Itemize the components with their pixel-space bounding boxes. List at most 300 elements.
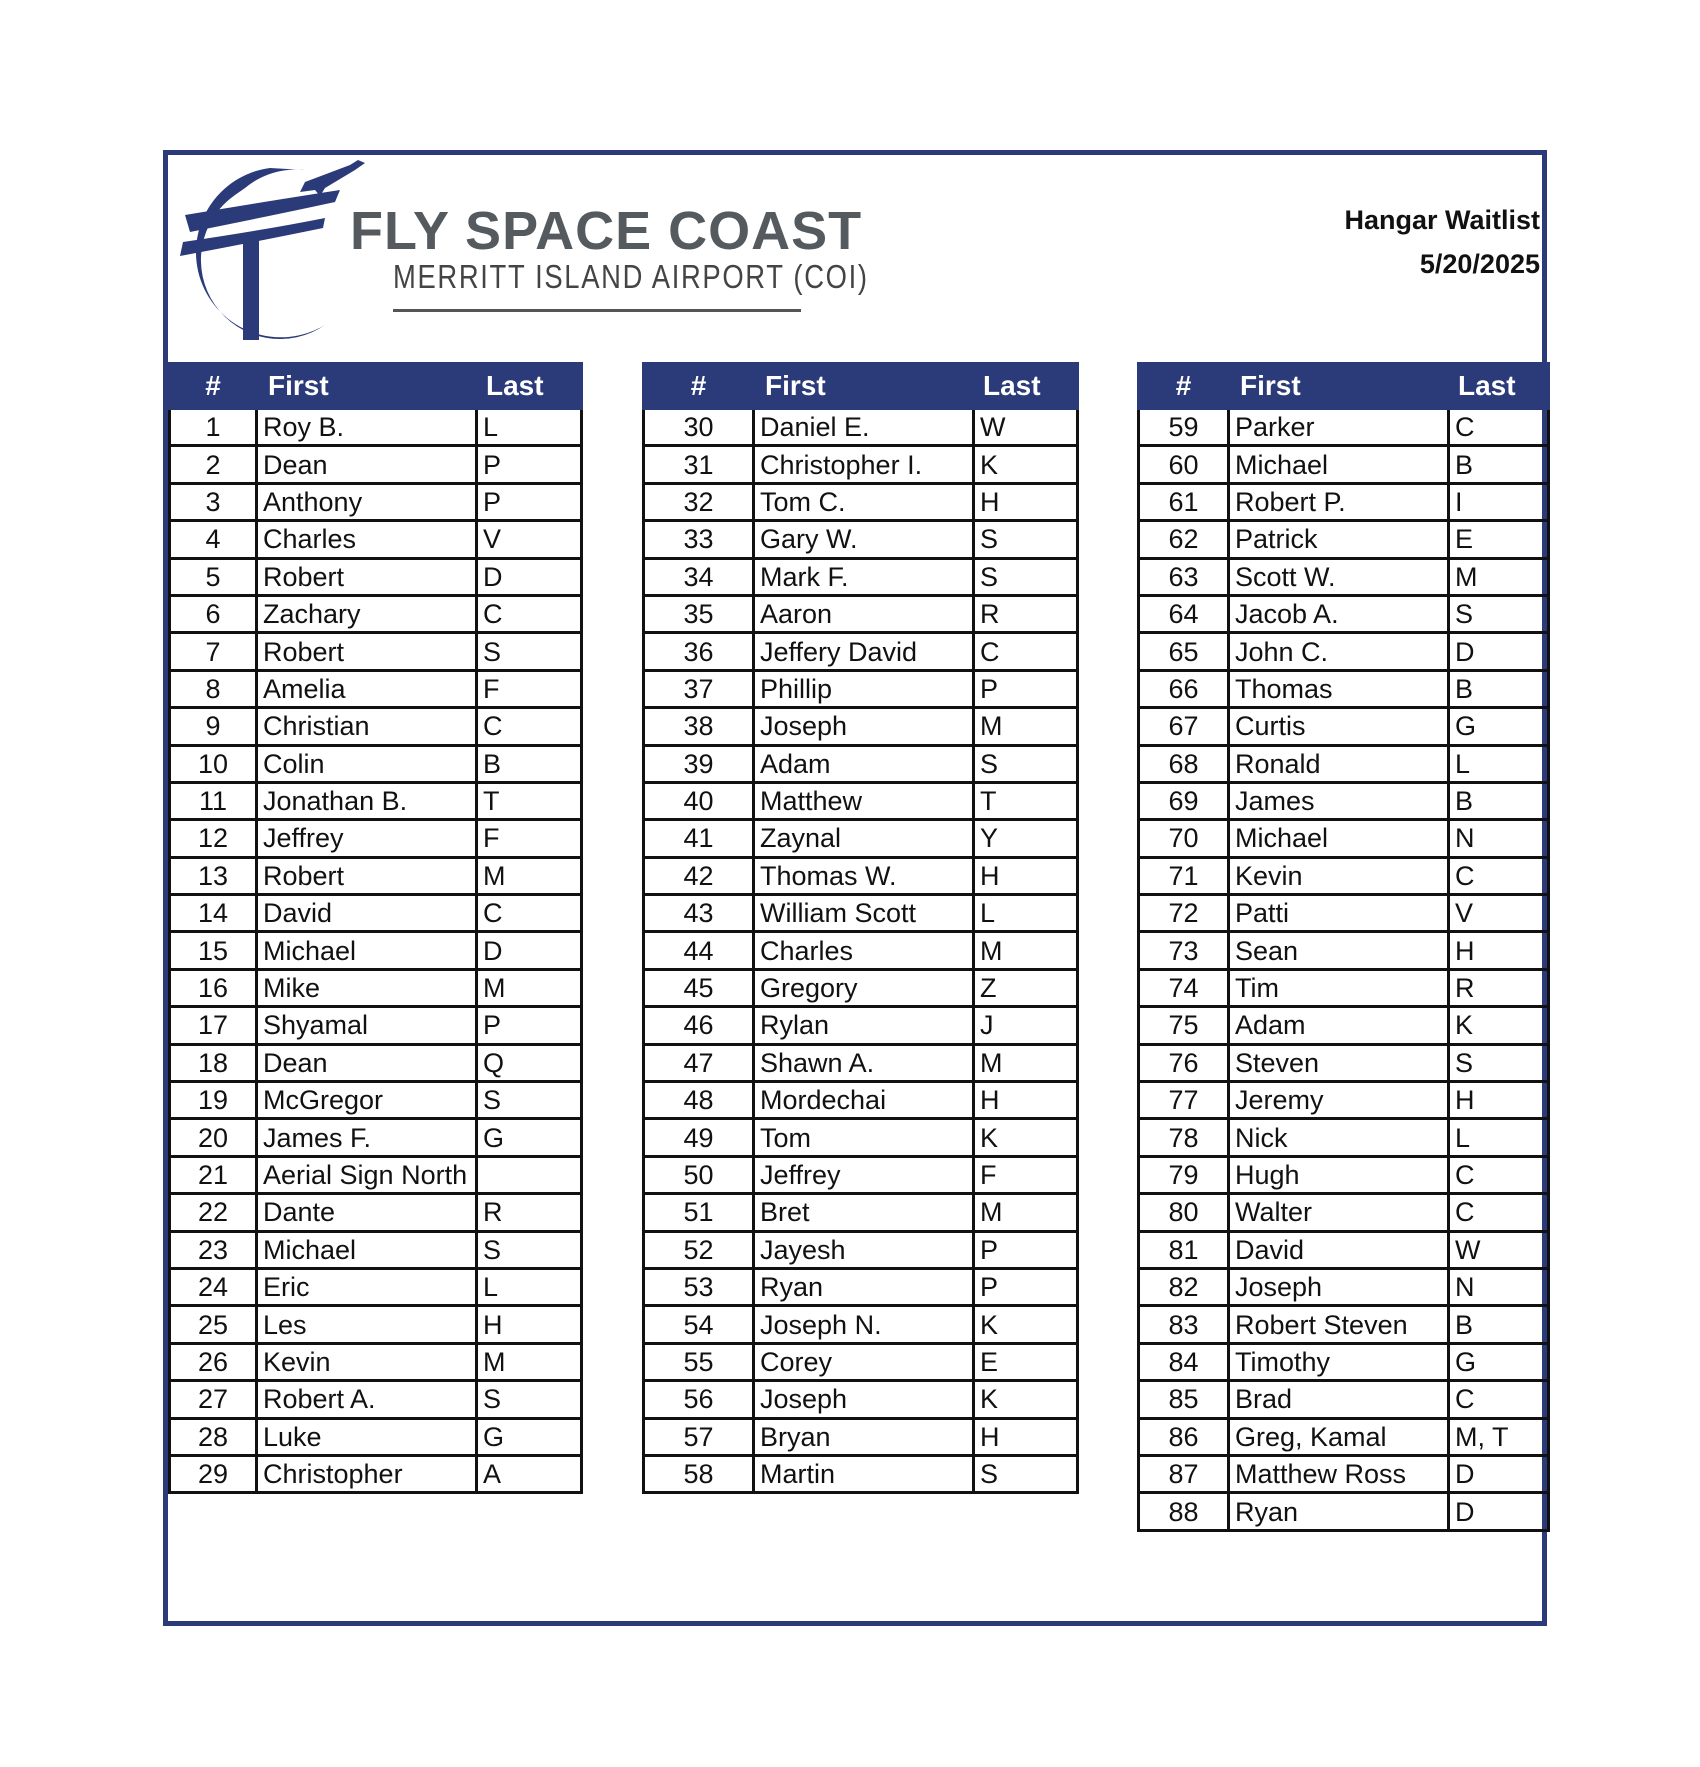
table-row bbox=[644, 1082, 1078, 1119]
table-row bbox=[1139, 969, 1549, 1006]
row-last-initial: F bbox=[477, 820, 582, 857]
row-number: 81 bbox=[1139, 1231, 1229, 1268]
row-last-initial: Y bbox=[974, 820, 1078, 857]
row-number: 6 bbox=[170, 595, 257, 632]
row-first-name: Jacob A. bbox=[1229, 595, 1449, 632]
row-last-initial: M bbox=[974, 932, 1078, 969]
row-first-name: Martin bbox=[754, 1455, 974, 1492]
table-row bbox=[170, 483, 582, 520]
waitlist-table-1 bbox=[168, 362, 583, 1494]
row-last-initial: G bbox=[477, 1119, 582, 1156]
row-last-initial: K bbox=[974, 1381, 1078, 1418]
row-number: 4 bbox=[170, 521, 257, 558]
row-first-name: Matthew bbox=[754, 782, 974, 819]
row-first-name: Adam bbox=[1229, 1007, 1449, 1044]
row-number: 12 bbox=[170, 820, 257, 857]
table-row bbox=[644, 1418, 1078, 1455]
row-number: 84 bbox=[1139, 1343, 1229, 1380]
row-last-initial: M bbox=[974, 708, 1078, 745]
row-number: 70 bbox=[1139, 820, 1229, 857]
row-first-name: Tom bbox=[754, 1119, 974, 1156]
row-number: 46 bbox=[644, 1007, 754, 1044]
table-row bbox=[170, 1381, 582, 1418]
row-first-name: James bbox=[1229, 782, 1449, 819]
row-first-name: Jayesh bbox=[754, 1231, 974, 1268]
row-first-name: Aerial Sign North bbox=[257, 1156, 477, 1193]
brand-subtitle: MERRITT ISLAND AIRPORT (COI) bbox=[393, 258, 869, 295]
row-number: 39 bbox=[644, 745, 754, 782]
table-row bbox=[644, 1007, 1078, 1044]
row-number: 75 bbox=[1139, 1007, 1229, 1044]
table-row bbox=[1139, 483, 1549, 520]
table-row bbox=[170, 670, 582, 707]
table-row bbox=[644, 633, 1078, 670]
table-row bbox=[1139, 670, 1549, 707]
row-last-initial: R bbox=[477, 1194, 582, 1231]
row-number: 1 bbox=[170, 409, 257, 446]
row-number: 54 bbox=[644, 1306, 754, 1343]
row-first-name: Michael bbox=[257, 932, 477, 969]
row-number: 62 bbox=[1139, 521, 1229, 558]
row-first-name: Matthew Ross bbox=[1229, 1455, 1449, 1492]
table-row bbox=[1139, 1082, 1549, 1119]
row-last-initial: C bbox=[1449, 409, 1549, 446]
row-last-initial: H bbox=[974, 483, 1078, 520]
row-number: 58 bbox=[644, 1455, 754, 1492]
row-number: 48 bbox=[644, 1082, 754, 1119]
table-row bbox=[644, 1044, 1078, 1081]
row-last-initial: F bbox=[477, 670, 582, 707]
row-number: 8 bbox=[170, 670, 257, 707]
row-last-initial: S bbox=[477, 1082, 582, 1119]
row-last-initial: V bbox=[1449, 895, 1549, 932]
table-row bbox=[170, 969, 582, 1006]
row-number: 27 bbox=[170, 1381, 257, 1418]
row-first-name: Mike bbox=[257, 969, 477, 1006]
row-last-initial: J bbox=[974, 1007, 1078, 1044]
table-row bbox=[1139, 1455, 1549, 1492]
table-row bbox=[1139, 1156, 1549, 1193]
row-first-name: Charles bbox=[257, 521, 477, 558]
row-last-initial: M bbox=[477, 857, 582, 894]
row-first-name: Dean bbox=[257, 446, 477, 483]
row-first-name: Charles bbox=[754, 932, 974, 969]
row-last-initial: S bbox=[974, 1455, 1078, 1492]
row-last-initial: C bbox=[1449, 1194, 1549, 1231]
document-title: Hangar Waitlist bbox=[1344, 205, 1540, 235]
table-row bbox=[644, 595, 1078, 632]
table-row bbox=[170, 857, 582, 894]
row-first-name: Bret bbox=[754, 1194, 974, 1231]
airplane-icon bbox=[300, 160, 365, 196]
row-number: 31 bbox=[644, 446, 754, 483]
row-last-initial: S bbox=[974, 558, 1078, 595]
row-last-initial: H bbox=[974, 1418, 1078, 1455]
row-number: 68 bbox=[1139, 745, 1229, 782]
row-last-initial: P bbox=[974, 1231, 1078, 1268]
table-row bbox=[1139, 857, 1549, 894]
row-first-name: Jeffrey bbox=[257, 820, 477, 857]
row-first-name: Luke bbox=[257, 1418, 477, 1455]
row-number: 36 bbox=[644, 633, 754, 670]
row-first-name: Eric bbox=[257, 1268, 477, 1305]
row-last-initial: V bbox=[477, 521, 582, 558]
row-first-name: Robert P. bbox=[1229, 483, 1449, 520]
row-first-name: Gregory bbox=[754, 969, 974, 1006]
row-number: 56 bbox=[644, 1381, 754, 1418]
row-number: 77 bbox=[1139, 1082, 1229, 1119]
row-last-initial: I bbox=[1449, 483, 1549, 520]
row-number: 7 bbox=[170, 633, 257, 670]
row-number: 50 bbox=[644, 1156, 754, 1193]
row-last-initial: S bbox=[477, 633, 582, 670]
row-first-name: Joseph N. bbox=[754, 1306, 974, 1343]
row-last-initial: C bbox=[974, 633, 1078, 670]
header-first: First bbox=[257, 364, 477, 409]
row-last-initial: G bbox=[1449, 708, 1549, 745]
row-first-name: Kevin bbox=[257, 1343, 477, 1380]
row-first-name: Ryan bbox=[1229, 1493, 1449, 1530]
row-number: 53 bbox=[644, 1268, 754, 1305]
row-last-initial: N bbox=[1449, 1268, 1549, 1305]
row-last-initial: P bbox=[974, 1268, 1078, 1305]
row-first-name: Anthony bbox=[257, 483, 477, 520]
row-number: 11 bbox=[170, 782, 257, 819]
row-last-initial: H bbox=[1449, 932, 1549, 969]
row-number: 74 bbox=[1139, 969, 1229, 1006]
row-first-name: David bbox=[1229, 1231, 1449, 1268]
table-row bbox=[644, 857, 1078, 894]
table-row bbox=[1139, 708, 1549, 745]
row-number: 14 bbox=[170, 895, 257, 932]
row-number: 29 bbox=[170, 1455, 257, 1492]
row-first-name: James F. bbox=[257, 1119, 477, 1156]
table-row bbox=[1139, 1007, 1549, 1044]
table-row bbox=[1139, 1493, 1549, 1530]
row-first-name: Michael bbox=[1229, 446, 1449, 483]
row-number: 25 bbox=[170, 1306, 257, 1343]
row-first-name: Nick bbox=[1229, 1119, 1449, 1156]
table-row bbox=[1139, 895, 1549, 932]
header-last: Last bbox=[477, 364, 582, 409]
table-row bbox=[170, 708, 582, 745]
table-row bbox=[170, 745, 582, 782]
row-last-initial: M bbox=[974, 1044, 1078, 1081]
row-number: 17 bbox=[170, 1007, 257, 1044]
row-number: 41 bbox=[644, 820, 754, 857]
row-last-initial: S bbox=[974, 745, 1078, 782]
table-row bbox=[170, 1306, 582, 1343]
row-first-name: Bryan bbox=[754, 1418, 974, 1455]
row-number: 85 bbox=[1139, 1381, 1229, 1418]
table-row bbox=[644, 670, 1078, 707]
row-number: 82 bbox=[1139, 1268, 1229, 1305]
row-last-initial: D bbox=[477, 932, 582, 969]
row-number: 65 bbox=[1139, 633, 1229, 670]
row-first-name: Joseph bbox=[754, 708, 974, 745]
row-number: 5 bbox=[170, 558, 257, 595]
row-last-initial: S bbox=[1449, 595, 1549, 632]
row-number: 33 bbox=[644, 521, 754, 558]
table-row bbox=[1139, 932, 1549, 969]
row-number: 55 bbox=[644, 1343, 754, 1380]
header-last: Last bbox=[974, 364, 1078, 409]
table-row bbox=[1139, 1119, 1549, 1156]
row-first-name: Jeffery David bbox=[754, 633, 974, 670]
row-last-initial: K bbox=[1449, 1007, 1549, 1044]
row-last-initial: T bbox=[974, 782, 1078, 819]
table-row bbox=[170, 820, 582, 857]
row-first-name: Hugh bbox=[1229, 1156, 1449, 1193]
row-first-name: Phillip bbox=[754, 670, 974, 707]
row-last-initial: C bbox=[477, 595, 582, 632]
row-first-name: Dean bbox=[257, 1044, 477, 1081]
row-first-name: Curtis bbox=[1229, 708, 1449, 745]
table-row bbox=[1139, 595, 1549, 632]
row-last-initial: M bbox=[477, 969, 582, 1006]
row-last-initial bbox=[477, 1156, 582, 1193]
table-row bbox=[170, 1044, 582, 1081]
row-first-name: Michael bbox=[257, 1231, 477, 1268]
row-number: 3 bbox=[170, 483, 257, 520]
row-last-initial: D bbox=[477, 558, 582, 595]
row-last-initial: H bbox=[477, 1306, 582, 1343]
table-row bbox=[644, 708, 1078, 745]
row-last-initial: S bbox=[974, 521, 1078, 558]
row-number: 63 bbox=[1139, 558, 1229, 595]
table-row bbox=[644, 1343, 1078, 1380]
row-first-name: McGregor bbox=[257, 1082, 477, 1119]
table-row bbox=[170, 409, 582, 446]
row-number: 22 bbox=[170, 1194, 257, 1231]
row-last-initial: B bbox=[477, 745, 582, 782]
row-number: 44 bbox=[644, 932, 754, 969]
row-first-name: Scott W. bbox=[1229, 558, 1449, 595]
row-last-initial: R bbox=[974, 595, 1078, 632]
row-first-name: Thomas bbox=[1229, 670, 1449, 707]
row-first-name: Parker bbox=[1229, 409, 1449, 446]
waitlist-table-2 bbox=[642, 362, 1079, 1494]
row-number: 51 bbox=[644, 1194, 754, 1231]
row-number: 47 bbox=[644, 1044, 754, 1081]
row-first-name: Tim bbox=[1229, 969, 1449, 1006]
table-row bbox=[170, 1082, 582, 1119]
row-first-name: Roy B. bbox=[257, 409, 477, 446]
row-number: 23 bbox=[170, 1231, 257, 1268]
table-row bbox=[644, 1119, 1078, 1156]
row-last-initial: C bbox=[477, 708, 582, 745]
row-first-name: Robert Steven bbox=[1229, 1306, 1449, 1343]
row-first-name: Shyamal bbox=[257, 1007, 477, 1044]
row-number: 28 bbox=[170, 1418, 257, 1455]
row-last-initial: P bbox=[477, 483, 582, 520]
row-number: 19 bbox=[170, 1082, 257, 1119]
row-last-initial: G bbox=[1449, 1343, 1549, 1380]
row-first-name: William Scott bbox=[754, 895, 974, 932]
row-last-initial: S bbox=[477, 1231, 582, 1268]
row-last-initial: B bbox=[1449, 446, 1549, 483]
waitlist-table-3 bbox=[1137, 362, 1550, 1532]
table-row bbox=[644, 1306, 1078, 1343]
row-number: 10 bbox=[170, 745, 257, 782]
table-row bbox=[170, 1455, 582, 1492]
row-number: 30 bbox=[644, 409, 754, 446]
row-first-name: Zachary bbox=[257, 595, 477, 632]
row-first-name: Adam bbox=[754, 745, 974, 782]
row-last-initial: L bbox=[477, 1268, 582, 1305]
row-first-name: Colin bbox=[257, 745, 477, 782]
row-last-initial: H bbox=[974, 1082, 1078, 1119]
row-first-name: Walter bbox=[1229, 1194, 1449, 1231]
row-number: 21 bbox=[170, 1156, 257, 1193]
row-number: 78 bbox=[1139, 1119, 1229, 1156]
row-first-name: Gary W. bbox=[754, 521, 974, 558]
row-last-initial: R bbox=[1449, 969, 1549, 1006]
table-row bbox=[644, 1156, 1078, 1193]
row-number: 24 bbox=[170, 1268, 257, 1305]
row-last-initial: P bbox=[477, 446, 582, 483]
row-first-name: Mordechai bbox=[754, 1082, 974, 1119]
table-row bbox=[644, 1194, 1078, 1231]
row-last-initial: K bbox=[974, 446, 1078, 483]
row-first-name: Jeremy bbox=[1229, 1082, 1449, 1119]
row-number: 13 bbox=[170, 857, 257, 894]
row-number: 49 bbox=[644, 1119, 754, 1156]
row-number: 26 bbox=[170, 1343, 257, 1380]
row-number: 60 bbox=[1139, 446, 1229, 483]
row-first-name: Robert bbox=[257, 633, 477, 670]
row-number: 66 bbox=[1139, 670, 1229, 707]
row-number: 73 bbox=[1139, 932, 1229, 969]
table-row bbox=[170, 1418, 582, 1455]
row-number: 87 bbox=[1139, 1455, 1229, 1492]
row-number: 32 bbox=[644, 483, 754, 520]
row-last-initial: L bbox=[974, 895, 1078, 932]
row-number: 16 bbox=[170, 969, 257, 1006]
table-row bbox=[1139, 745, 1549, 782]
row-first-name: Ronald bbox=[1229, 745, 1449, 782]
row-last-initial: D bbox=[1449, 1493, 1549, 1530]
row-first-name: Thomas W. bbox=[754, 857, 974, 894]
table-row bbox=[1139, 1194, 1549, 1231]
row-number: 34 bbox=[644, 558, 754, 595]
row-first-name: Steven bbox=[1229, 1044, 1449, 1081]
row-number: 37 bbox=[644, 670, 754, 707]
table-row bbox=[170, 595, 582, 632]
row-number: 69 bbox=[1139, 782, 1229, 819]
row-number: 72 bbox=[1139, 895, 1229, 932]
row-last-initial: F bbox=[974, 1156, 1078, 1193]
row-number: 40 bbox=[644, 782, 754, 819]
row-last-initial: W bbox=[974, 409, 1078, 446]
row-number: 42 bbox=[644, 857, 754, 894]
row-number: 88 bbox=[1139, 1493, 1229, 1530]
logo-t-stem-icon bbox=[243, 240, 259, 340]
row-number: 59 bbox=[1139, 409, 1229, 446]
row-first-name: Jonathan B. bbox=[257, 782, 477, 819]
row-first-name: Dante bbox=[257, 1194, 477, 1231]
row-last-initial: D bbox=[1449, 1455, 1549, 1492]
table-row bbox=[1139, 446, 1549, 483]
row-number: 79 bbox=[1139, 1156, 1229, 1193]
row-first-name: Christian bbox=[257, 708, 477, 745]
table-row bbox=[644, 969, 1078, 1006]
row-first-name: Corey bbox=[754, 1343, 974, 1380]
table-row bbox=[1139, 1343, 1549, 1380]
table-row bbox=[644, 1455, 1078, 1492]
row-first-name: David bbox=[257, 895, 477, 932]
row-first-name: Timothy bbox=[1229, 1343, 1449, 1380]
table-row bbox=[170, 782, 582, 819]
row-last-initial: Q bbox=[477, 1044, 582, 1081]
row-first-name: Sean bbox=[1229, 932, 1449, 969]
table-row bbox=[170, 932, 582, 969]
table-row bbox=[170, 446, 582, 483]
row-last-initial: E bbox=[1449, 521, 1549, 558]
table-row bbox=[644, 932, 1078, 969]
row-first-name: Les bbox=[257, 1306, 477, 1343]
row-number: 52 bbox=[644, 1231, 754, 1268]
row-number: 43 bbox=[644, 895, 754, 932]
row-last-initial: A bbox=[477, 1455, 582, 1492]
row-first-name: Shawn A. bbox=[754, 1044, 974, 1081]
table-row bbox=[1139, 1044, 1549, 1081]
row-first-name: Aaron bbox=[754, 595, 974, 632]
row-number: 20 bbox=[170, 1119, 257, 1156]
row-first-name: Jeffrey bbox=[754, 1156, 974, 1193]
row-number: 64 bbox=[1139, 595, 1229, 632]
row-number: 35 bbox=[644, 595, 754, 632]
table-row bbox=[1139, 1268, 1549, 1305]
row-first-name: Brad bbox=[1229, 1381, 1449, 1418]
row-first-name: Robert bbox=[257, 857, 477, 894]
table-row bbox=[170, 1156, 582, 1193]
table-row bbox=[170, 633, 582, 670]
table-row bbox=[1139, 558, 1549, 595]
row-first-name: Joseph bbox=[1229, 1268, 1449, 1305]
header-number: # bbox=[1139, 364, 1229, 409]
table-row bbox=[1139, 782, 1549, 819]
table-row bbox=[644, 820, 1078, 857]
document-date: 5/20/2025 bbox=[1419, 249, 1540, 279]
row-first-name: Joseph bbox=[754, 1381, 974, 1418]
header-number: # bbox=[170, 364, 257, 409]
row-first-name: John C. bbox=[1229, 633, 1449, 670]
row-first-name: Patti bbox=[1229, 895, 1449, 932]
row-number: 83 bbox=[1139, 1306, 1229, 1343]
table-row bbox=[170, 1231, 582, 1268]
table-row bbox=[1139, 1418, 1549, 1455]
row-last-initial: E bbox=[974, 1343, 1078, 1380]
row-first-name: Ryan bbox=[754, 1268, 974, 1305]
row-first-name: Robert bbox=[257, 558, 477, 595]
table-row bbox=[644, 521, 1078, 558]
row-number: 71 bbox=[1139, 857, 1229, 894]
row-number: 38 bbox=[644, 708, 754, 745]
header-last: Last bbox=[1449, 364, 1549, 409]
row-number: 86 bbox=[1139, 1418, 1229, 1455]
header-first: First bbox=[754, 364, 974, 409]
row-first-name: Greg, Kamal bbox=[1229, 1418, 1449, 1455]
table-row bbox=[1139, 521, 1549, 558]
row-last-initial: L bbox=[1449, 745, 1549, 782]
row-first-name: Rylan bbox=[754, 1007, 974, 1044]
row-number: 76 bbox=[1139, 1044, 1229, 1081]
row-number: 9 bbox=[170, 708, 257, 745]
table-row bbox=[1139, 1306, 1549, 1343]
table-row bbox=[1139, 633, 1549, 670]
row-last-initial: S bbox=[1449, 1044, 1549, 1081]
